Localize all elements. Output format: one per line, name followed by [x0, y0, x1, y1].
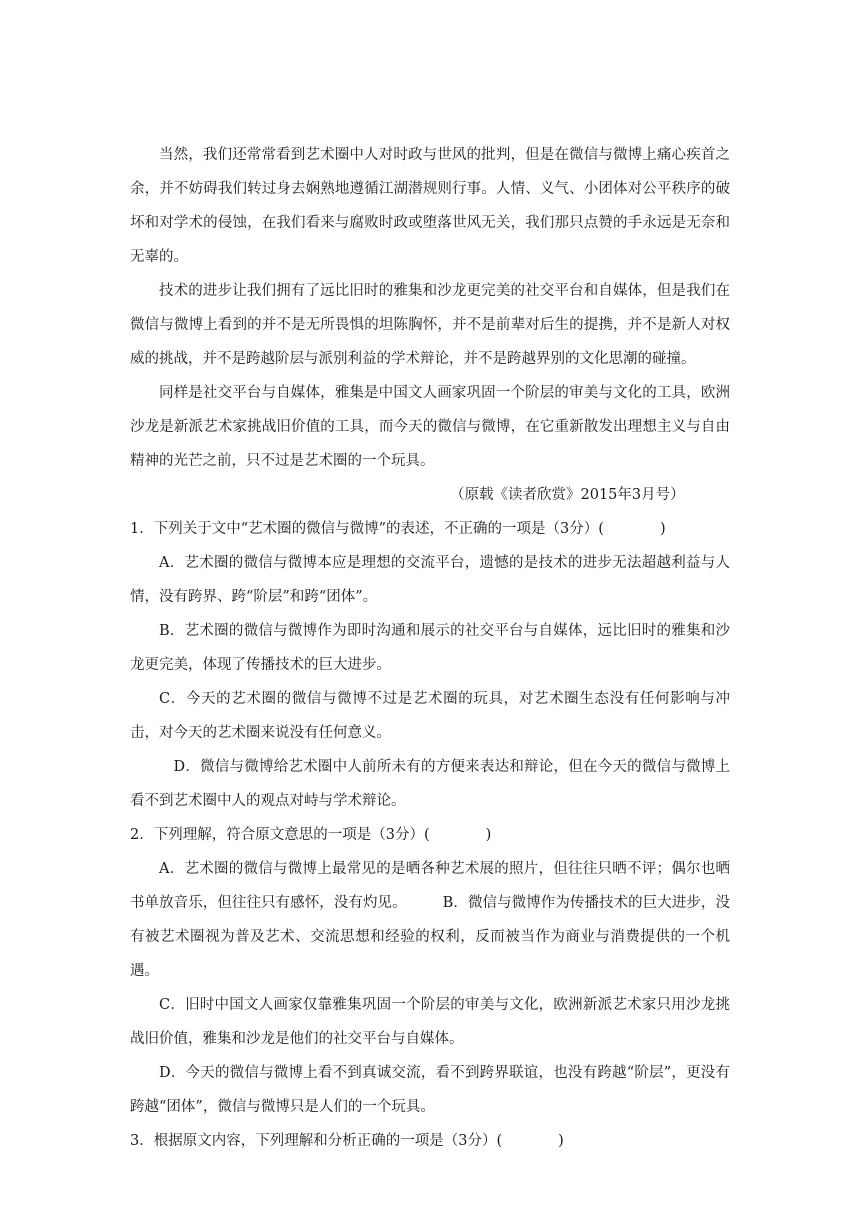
question-1-option-a: A．艺术圈的微信与微博本应是理想的交流平台，遗憾的是技术的进步无法超越利益与人情，没有跨界、跨“阶层”和跨“团体”。: [130, 555, 730, 605]
question-1-option-c: C．今天的艺术圈的微信与微博不过是艺术圈的玩具，对艺术圈生态没有任何影响与冲击，对今天的艺术圈来说没有任何意义。: [130, 691, 730, 741]
paragraph: 同样是社交平台与自媒体，雅集是中国文人画家巩固一个阶层的审美与文化的工具，欧洲沙龙是新派艺术家挑战旧价值的工具，而今天的微信与微博，在它重新散发出理想主义与自由精神的光芒之前，只不过是艺术圈的一个玩具。: [130, 385, 730, 469]
question-1-stem: 1．下列关于文中“艺术圈的微信与微博”的表述，不正确的一项是（3分）( ): [130, 521, 666, 537]
question-1-option-d: D．微信与微博给艺术圈中人前所未有的方便来表达和辩论，但在今天的微信与微博上看不到艺术圈中人的观点对峙与学术辩论。: [130, 759, 730, 809]
paragraph: 技术的进步让我们拥有了远比旧时的雅集和沙龙更完美的社交平台和自媒体，但是我们在微信与微博上看到的并不是无所畏惧的坦陈胸怀，并不是前辈对后生的提携，并不是新人对权威的挑战，并不是跨越阶层与派别利益的学术辩论，并不是跨越界别的文化思潮的碰撞。: [130, 283, 730, 367]
question-2-stem: 2．下列理解，符合原文意思的一项是（3分）( ): [130, 827, 492, 843]
question-2-options-ab: [130, 852, 730, 988]
question-2-option-b: B．微信与微博作为传播技术的巨大进步，没有被艺术圈视为普及艺术、交流思想和经验的权利，反而被当作为商业与消费提供的一个机遇。: [130, 895, 730, 979]
source-citation: （原载《读者欣赏》2015年3月号）: [450, 487, 685, 503]
question-2-option-d: D．今天的微信与微博上看不到真诚交流，看不到跨界联谊，也没有跨越“阶层”，更没有跨越“团体”，微信与微博只是人们的一个玩具。: [130, 1065, 730, 1115]
question-1-option-b: B．艺术圈的微信与微博作为即时沟通和展示的社交平台与自媒体，远比旧时的雅集和沙龙更完美，体现了传播技术的巨大进步。: [130, 623, 730, 673]
question-2-option-a: A．艺术圈的微信与微博上最常见的是晒各种艺术展的照片，但往往只晒不评；偶尔也晒书单放音乐，但往往只有感怀，没有灼见。: [130, 861, 730, 911]
paragraph: 当然，我们还常常看到艺术圈中人对时政与世风的批判，但是在微信与微博上痛心疾首之余，并不妨碍我们转过身去娴熟地遵循江湖潜规则行事。人情、义气、小团体对公平秩序的破坏和对学术的侵蚀，在我们看来与腐败时政或堕落世风无关，我们那只点赞的手永远是无奈和无辜的。: [130, 147, 730, 265]
document-page: [130, 138, 730, 1158]
question-2-option-c: C．旧时中国文人画家仅靠雅集巩固一个阶层的审美与文化，欧洲新派艺术家只用沙龙挑战旧价值，雅集和沙龙是他们的社交平台与自媒体。: [130, 997, 730, 1047]
question-3-stem: 3．根据原文内容，下列理解和分析正确的一项是（3分）( ): [130, 1133, 564, 1149]
